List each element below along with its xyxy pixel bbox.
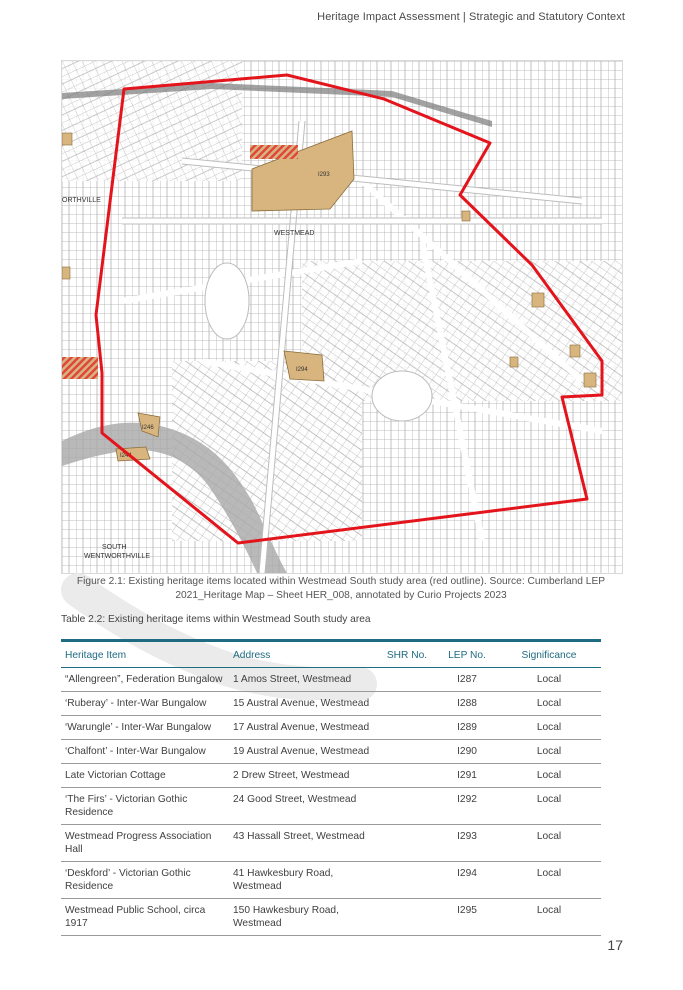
cell-lep-no: I291 [437,764,497,788]
table-row [61,764,601,788]
cell-address: 19 Austral Avenue, Westmead [229,740,377,764]
cell-significance: Local [497,740,601,764]
header-lep-no: LEP No. [437,641,497,668]
cell-shr-no [377,862,437,899]
cell-heritage-item: ‘Warungle’ - Inter-War Bungalow [61,716,229,740]
page-number: 17 [607,937,623,953]
cell-shr-no [377,825,437,862]
cell-significance: Local [497,764,601,788]
table-row [61,788,601,825]
cell-lep-no: I290 [437,740,497,764]
cell-lep-no: I292 [437,788,497,825]
cell-address: 43 Hassall Street, Westmead [229,825,377,862]
cell-address: 2 Drew Street, Westmead [229,764,377,788]
cell-significance: Local [497,692,601,716]
table-row [61,668,601,692]
cell-lep-no: I295 [437,899,497,936]
cell-lep-no: I293 [437,825,497,862]
cell-address: 1 Amos Street, Westmead [229,668,377,692]
cell-lep-no: I288 [437,692,497,716]
header-address: Address [229,641,377,668]
heritage-map [61,60,623,574]
label-south-1: SOUTH [102,544,127,551]
cell-heritage-item: Westmead Public School, circa 1917 [61,899,229,936]
table-header-row [61,641,601,668]
cell-significance: Local [497,899,601,936]
label-i244: I244 [120,453,132,459]
map-drawing [62,61,622,573]
cell-shr-no [377,740,437,764]
cell-heritage-item: ‘Ruberay’ - Inter-War Bungalow [61,692,229,716]
cell-address: 24 Good Street, Westmead [229,788,377,825]
cell-significance: Local [497,716,601,740]
cell-shr-no [377,716,437,740]
table-row [61,862,601,899]
figure-caption [61,575,621,603]
label-south-2: WENTWORTHVILLE [84,553,150,560]
cell-significance: Local [497,862,601,899]
cell-address: 150 Hawkesbury Road, Westmead [229,899,377,936]
label-westmead: WESTMEAD [274,230,315,237]
label-north: ORTHVILLE [62,197,101,204]
cell-lep-no: I289 [437,716,497,740]
cell-address: 17 Austral Avenue, Westmead [229,716,377,740]
label-i293: I293 [318,172,330,178]
cell-lep-no: I294 [437,862,497,899]
running-header: Heritage Impact Assessment | Strategic and Statutory Context [317,11,625,23]
cell-significance: Local [497,668,601,692]
cell-heritage-item: “Allengreen”, Federation Bungalow [61,668,229,692]
cell-shr-no [377,764,437,788]
header-shr-no: SHR No. [377,641,437,668]
cell-heritage-item: Westmead Progress Association Hall [61,825,229,862]
cell-heritage-item: ‘Deskford’ - Victorian Gothic Residence [61,862,229,899]
table-row [61,716,601,740]
cell-heritage-item: ‘The Firs’ - Victorian Gothic Residence [61,788,229,825]
cell-heritage-item: Late Victorian Cottage [61,764,229,788]
label-i246: I246 [142,425,154,431]
table-row [61,825,601,862]
cell-address: 41 Hawkesbury Road, Westmead [229,862,377,899]
table-row [61,692,601,716]
cell-shr-no [377,899,437,936]
cell-address: 15 Austral Avenue, Westmead [229,692,377,716]
heritage-items-table [61,639,601,936]
cell-lep-no: I287 [437,668,497,692]
header-heritage-item: Heritage Item [61,641,229,668]
table-row [61,899,601,936]
cell-shr-no [377,668,437,692]
cell-shr-no [377,692,437,716]
cell-heritage-item: ‘Chalfont’ - Inter-War Bungalow [61,740,229,764]
cell-significance: Local [497,788,601,825]
cell-significance: Local [497,825,601,862]
cell-shr-no [377,788,437,825]
table-row [61,740,601,764]
header-significance: Significance [497,641,601,668]
label-i294: I294 [296,367,308,373]
table-caption: Table 2.2: Existing heritage items within Westmead South study area [61,614,371,625]
figure-caption-line-1: Figure 2.1: Existing heritage items located within Westmead South study area (red outline). Source: Cumberland LEP [76,576,606,587]
figure-caption-line-2: 2021_Heritage Map – Sheet HER_008, annotated by Curio Projects 2023 [175,590,507,601]
